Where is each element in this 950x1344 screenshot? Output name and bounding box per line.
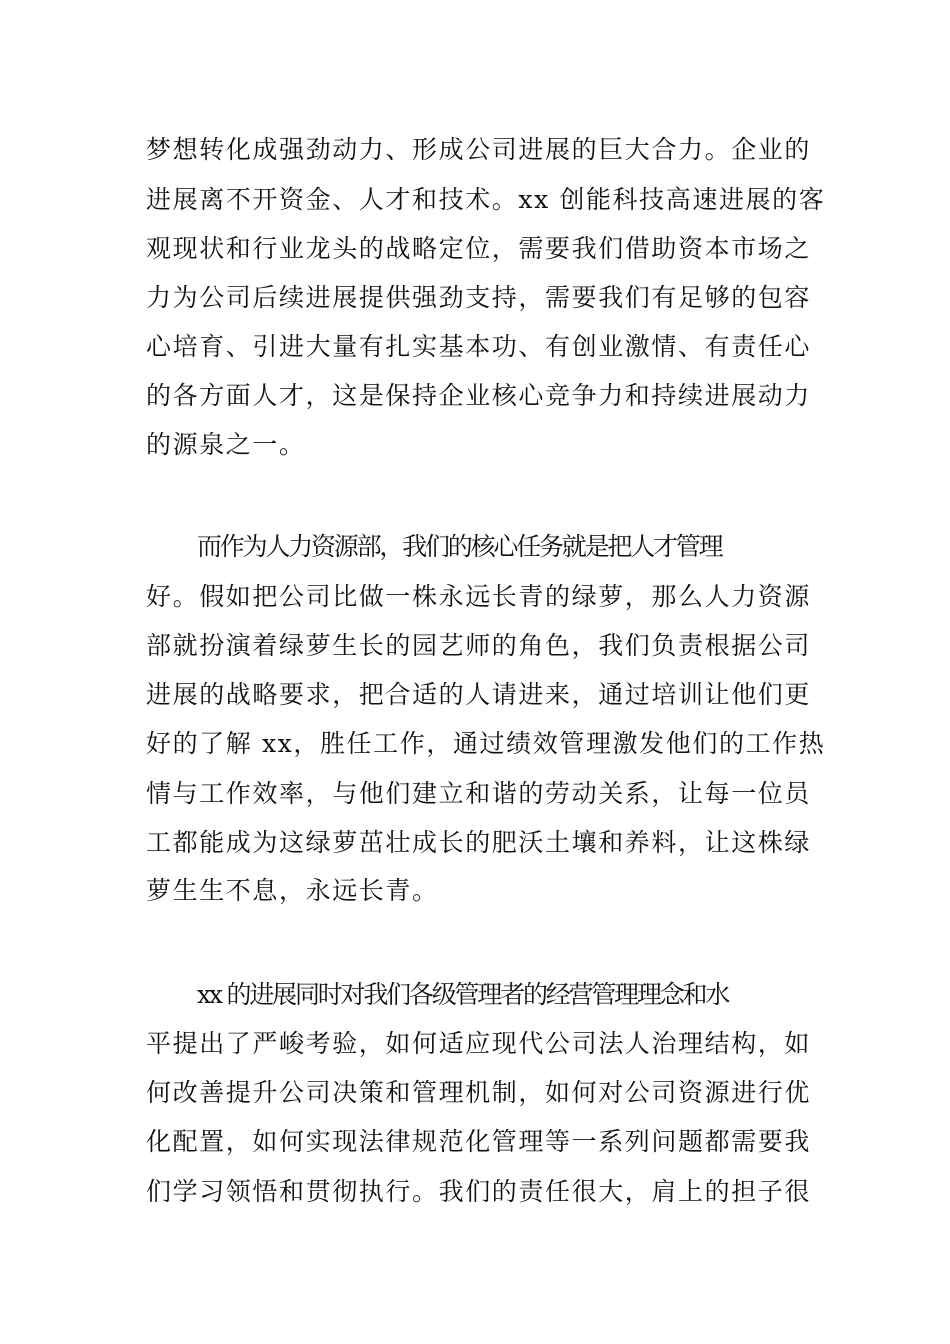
paragraph-1-line-4: 力为公司后续进展提供强劲支持，需要我们有足够的包容 [146, 283, 812, 312]
paragraph-2-line-5: 好的了解 xx，胜任工作，通过绩效管理激发他们的工作热 [146, 729, 826, 758]
paragraph-1-line-5: 心培育、引进大量有扎实基本功、有创业激情、有责任心 [146, 332, 812, 361]
paragraph-2-line-3: 部就扮演着绿萝生长的园艺师的角色，我们负责根据公司 [146, 631, 812, 660]
paragraph-3-line-2: 平提出了严峻考验，如何适应现代公司法人治理结构，如 [146, 1029, 812, 1058]
paragraph-1-line-7: 的源泉之一。 [146, 430, 306, 459]
paragraph-2-line-4: 进展的战略要求，把合适的人请进来，通过培训让他们更 [146, 680, 812, 709]
paragraph-2-line-7: 工都能成为这绿萝茁壮成长的肥沃土壤和养料，让这株绿 [146, 828, 812, 857]
paragraph-1-line-2: 进展离不开资金、人才和技术。xx 创能科技高速进展的客 [146, 185, 826, 214]
paragraph-3-line-1: xx 的进展同时对我们各级管理者的经营管理理念和水 [197, 980, 729, 1009]
paragraph-3-line-4: 化配置，如何实现法律规范化管理等一系列问题都需要我 [146, 1127, 812, 1156]
paragraph-2-line-2: 好。假如把公司比做一株永远长青的绿萝，那么人力资源 [146, 582, 812, 611]
paragraph-1-line-1: 梦想转化成强劲动力、形成公司进展的巨大合力。企业的 [146, 135, 812, 164]
paragraph-2-line-6: 情与工作效率，与他们建立和谐的劳动关系，让每一位员 [146, 779, 812, 808]
paragraph-2-line-8: 萝生生不息，永远长青。 [146, 876, 439, 905]
paragraph-2-line-1: 而作为人力资源部，我们的核心任务就是把人才管理 [197, 532, 722, 561]
paragraph-1-line-3: 观现状和行业龙头的战略定位，需要我们借助资本市场之 [146, 234, 812, 263]
paragraph-1-line-6: 的各方面人才，这是保持企业核心竞争力和持续进展动力 [146, 381, 812, 410]
paragraph-3-line-3: 何改善提升公司决策和管理机制，如何对公司资源进行优 [146, 1078, 812, 1107]
paragraph-3-line-5: 们学习领悟和贯彻执行。我们的责任很大，肩上的担子很 [146, 1177, 812, 1206]
